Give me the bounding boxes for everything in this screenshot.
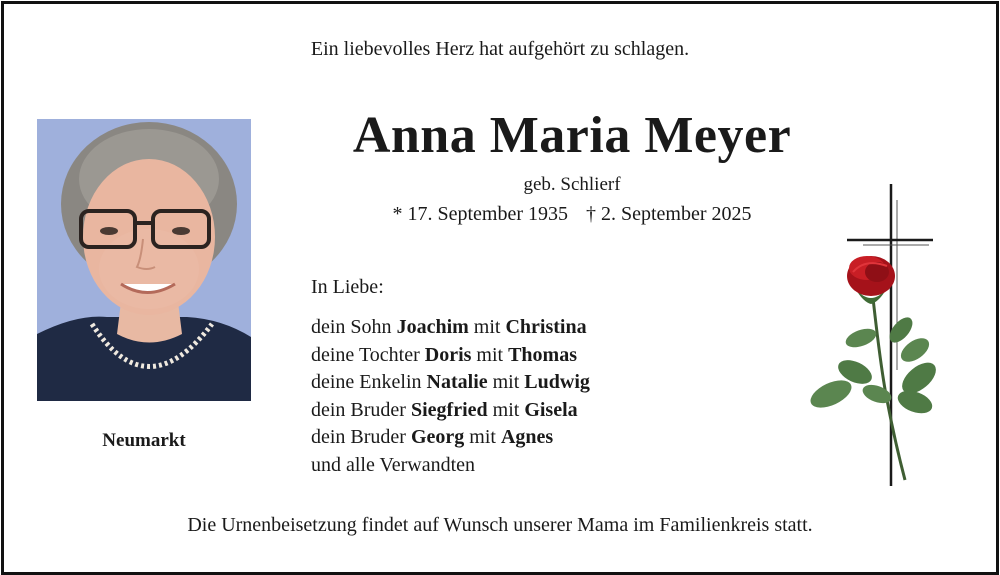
family-closing: und alle Verwandten (311, 453, 476, 476)
partner-name: Thomas (508, 343, 577, 366)
mit-word: mit (476, 343, 504, 366)
relative-name: Joachim (396, 316, 469, 338)
relation: deine Tochter (311, 343, 420, 366)
mit-word: mit (473, 316, 501, 338)
relation: dein Bruder (311, 426, 406, 448)
place-name: Neumarkt (102, 430, 186, 451)
family-list (311, 314, 590, 479)
maiden-name: geb. Schlierf (523, 174, 621, 195)
cross-with-rose-icon (805, 180, 940, 490)
mit-word: mit (492, 398, 520, 421)
relation: dein Bruder (311, 398, 406, 421)
partner-name: Gisela (524, 398, 578, 421)
relative-name: Doris (424, 343, 472, 366)
family-line (311, 424, 590, 452)
partner-name: Christina (505, 316, 587, 338)
in-love-label: In Liebe: (311, 276, 384, 298)
family-line (311, 314, 590, 342)
life-dates (322, 203, 822, 226)
family-line (311, 342, 590, 370)
motto-line: Ein liebevolles Herz hat aufgehört zu schlagen. (310, 38, 690, 60)
relative-name: Georg (410, 426, 465, 448)
portrait-photo (37, 119, 251, 401)
family-line (311, 397, 590, 425)
relative-name: Siegfried (410, 398, 488, 421)
mit-word: mit (469, 426, 496, 448)
relation: deine Enkelin (311, 371, 422, 393)
relative-name: Natalie (426, 371, 488, 393)
mit-word: mit (492, 371, 520, 393)
partner-name: Agnes (500, 426, 554, 448)
footer-note: Die Urnenbeisetzung findet auf Wunsch unserer Mama im Familienkreis statt. (187, 514, 813, 536)
birth-date: * 17. September 1935 (392, 203, 568, 225)
partner-name: Ludwig (524, 371, 590, 393)
death-date: † 2. September 2025 (586, 203, 752, 225)
family-line (311, 369, 590, 397)
deceased-name: Anna Maria Meyer (352, 107, 792, 164)
relation: dein Sohn (311, 316, 392, 338)
